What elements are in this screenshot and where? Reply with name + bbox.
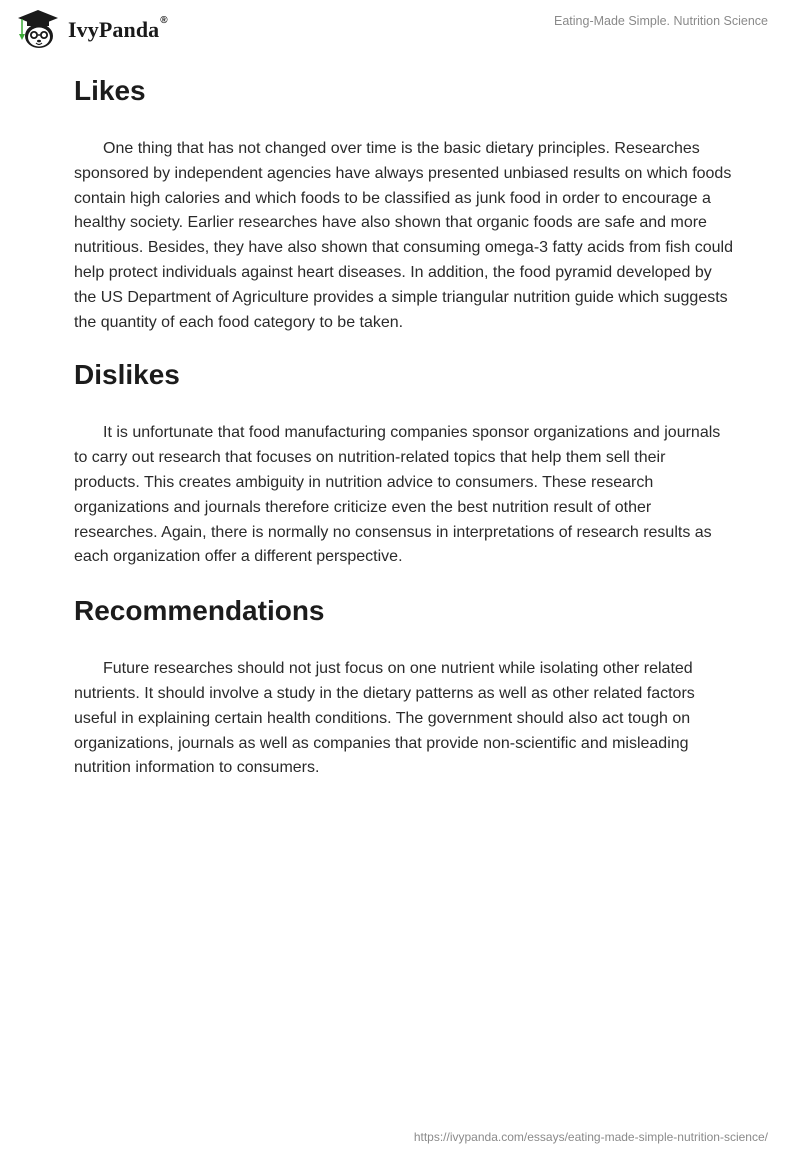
section-heading: Likes <box>74 75 146 106</box>
essay-content <box>74 72 734 781</box>
ivypanda-logo[interactable] <box>14 8 168 50</box>
section-heading: Recommendations <box>74 595 325 627</box>
section-paragraph: It is unfortunate that food manufacturing companies sponsor organizations and journals to carry out research that focuses on nutrition-related topics that help them sell their products. This creates ambiguity in nutrition advice to consumers. These research organizations and journals therefore criticize even the best nutrition result of other researches. Again, there is normally no consensus in interpretations of research results as each organization offer a different perspective. <box>74 424 721 566</box>
section-likes <box>74 72 734 335</box>
page-header <box>0 0 800 62</box>
document-title: Eating-Made Simple. Nutrition Science <box>554 14 768 28</box>
source-url[interactable]: https://ivypanda.com/essays/eating-made-simple-nutrition-science/ <box>413 1130 768 1144</box>
section-heading: Dislikes <box>74 359 180 391</box>
section-paragraph: One thing that has not changed over time is the basic dietary principles. Researches sponsored by independent agencies have always presented unbiased results on which foods contain high calories and which foods to be classified as junk food in order to encourage a healthy society. Earlier researches have also shown that organic foods are safe and more nutritious. Besides, they have also shown that consuming omega-3 fatty acids from fish could help protect individuals against heart diseases. In addition, the food pyramid developed by the US Department of Agriculture provides a simple triangular nutrition guide which suggests the quantity of each food category to be taken. <box>74 140 734 331</box>
panda-graduate-icon <box>14 8 62 50</box>
section-dislikes <box>74 356 734 570</box>
section-recommendations <box>74 592 734 781</box>
section-paragraph: Future researches should not just focus on one nutrient while isolating other related nutrients. It should involve a study in the dietary patterns as well as other related factors useful in explaining certain health conditions. The government should also act tough on organizations, journals as well as companies that provide non-scientific and misleading nutrition information to consumers. <box>74 660 695 777</box>
brand-name: IvyPanda® <box>68 15 168 42</box>
